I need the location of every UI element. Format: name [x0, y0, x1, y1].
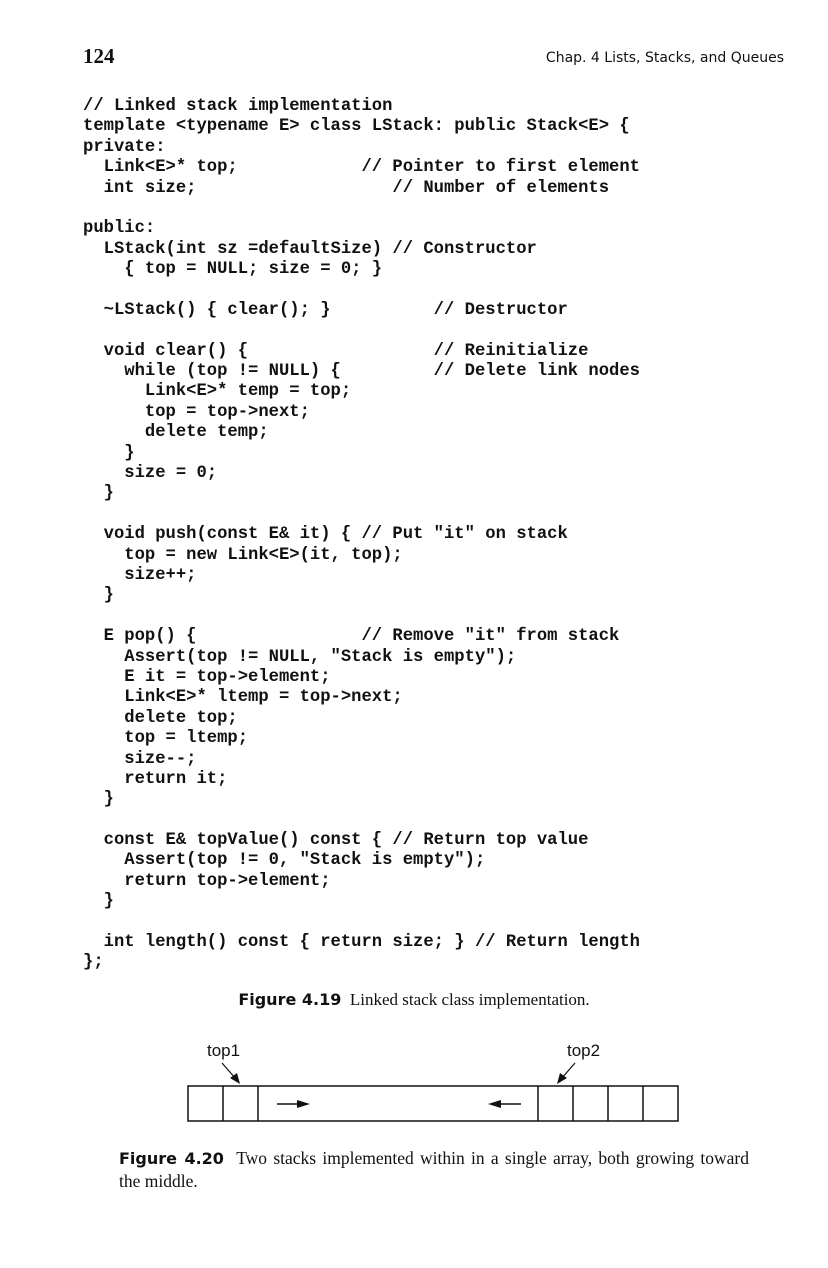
code-line: int size; // Number of elements [83, 178, 610, 198]
running-head: Chap. 4 Lists, Stacks, and Queues [545, 50, 784, 66]
code-line: top = ltemp; [83, 729, 249, 749]
top2-pointer-arrow [557, 1063, 575, 1084]
page-number: 124 [83, 44, 115, 68]
figure-4-19-label: Figure 4.19 [238, 990, 342, 1009]
figure-4-20-caption [119, 1147, 749, 1193]
code-line: delete temp; [83, 423, 269, 443]
code-line [83, 811, 640, 831]
code-line: E pop() { // Remove "it" from stack [83, 627, 620, 647]
code-listing [83, 97, 640, 974]
code-line: ~LStack() { clear(); } // Destructor [83, 300, 568, 320]
code-line: void clear() { // Reinitialize [83, 341, 589, 361]
code-line: Assert(top != 0, "Stack is empty"); [83, 851, 486, 871]
code-line: } [83, 443, 135, 463]
figure-4-19-caption [0, 990, 828, 1010]
code-line [83, 505, 640, 525]
figure-4-19-text: Linked stack class implementation. [349, 990, 590, 1009]
code-line: } [83, 484, 114, 504]
code-line: } [83, 892, 114, 912]
code-line [83, 913, 640, 933]
code-line: size--; [83, 749, 197, 769]
code-line: template <typename E> class LStack: public Stack<E> { [83, 117, 630, 137]
code-line: // Linked stack implementation [83, 97, 393, 116]
code-line: Assert(top != NULL, "Stack is empty"); [83, 647, 517, 667]
code-line [83, 199, 640, 219]
code-line: const E& topValue() const { // Return top value [83, 831, 589, 851]
code-line: Link<E>* ltemp = top->next; [83, 688, 403, 708]
code-line: Link<E>* temp = top; [83, 382, 352, 402]
code-line: Link<E>* top; // Pointer to first element [83, 158, 640, 178]
code-line: top = top->next; [83, 402, 310, 422]
left-growth-arrow [488, 1100, 521, 1108]
code-line [83, 607, 640, 627]
code-line: top = new Link<E>(it, top); [83, 545, 403, 565]
code-line: return it; [83, 769, 228, 789]
top1-label: top1 [207, 1041, 241, 1060]
code-line: while (top != NULL) { // Delete link nodes [83, 362, 640, 382]
code-line: }; [83, 953, 104, 973]
code-line: size++; [83, 565, 197, 585]
top1-pointer-arrow [222, 1063, 240, 1084]
figure-4-20-text: Two stacks implemented within in a single array, both growing toward the middle. [119, 1148, 750, 1191]
code-line: size = 0; [83, 464, 218, 484]
code-line: void push(const E& it) { // Put "it" on stack [83, 525, 568, 545]
code-line [83, 321, 640, 341]
code-line: } [83, 586, 114, 606]
top2-label: top2 [567, 1041, 601, 1060]
code-line: } [83, 790, 114, 810]
right-growth-arrow [277, 1100, 310, 1108]
figure-4-20-label: Figure 4.20 [119, 1149, 224, 1168]
code-line: delete top; [83, 708, 238, 728]
array-cells [188, 1086, 678, 1121]
two-stacks-diagram [0, 1032, 828, 1132]
code-line [83, 281, 640, 301]
code-line: public: [83, 219, 156, 239]
code-line: private: [83, 137, 166, 157]
code-line: int length() const { return size; } // Return length [83, 933, 640, 953]
code-line: LStack(int sz =defaultSize) // Constructor [83, 239, 537, 259]
code-line: E it = top->element; [83, 667, 331, 687]
code-line: return top->element; [83, 871, 331, 891]
code-line: { top = NULL; size = 0; } [83, 260, 383, 280]
